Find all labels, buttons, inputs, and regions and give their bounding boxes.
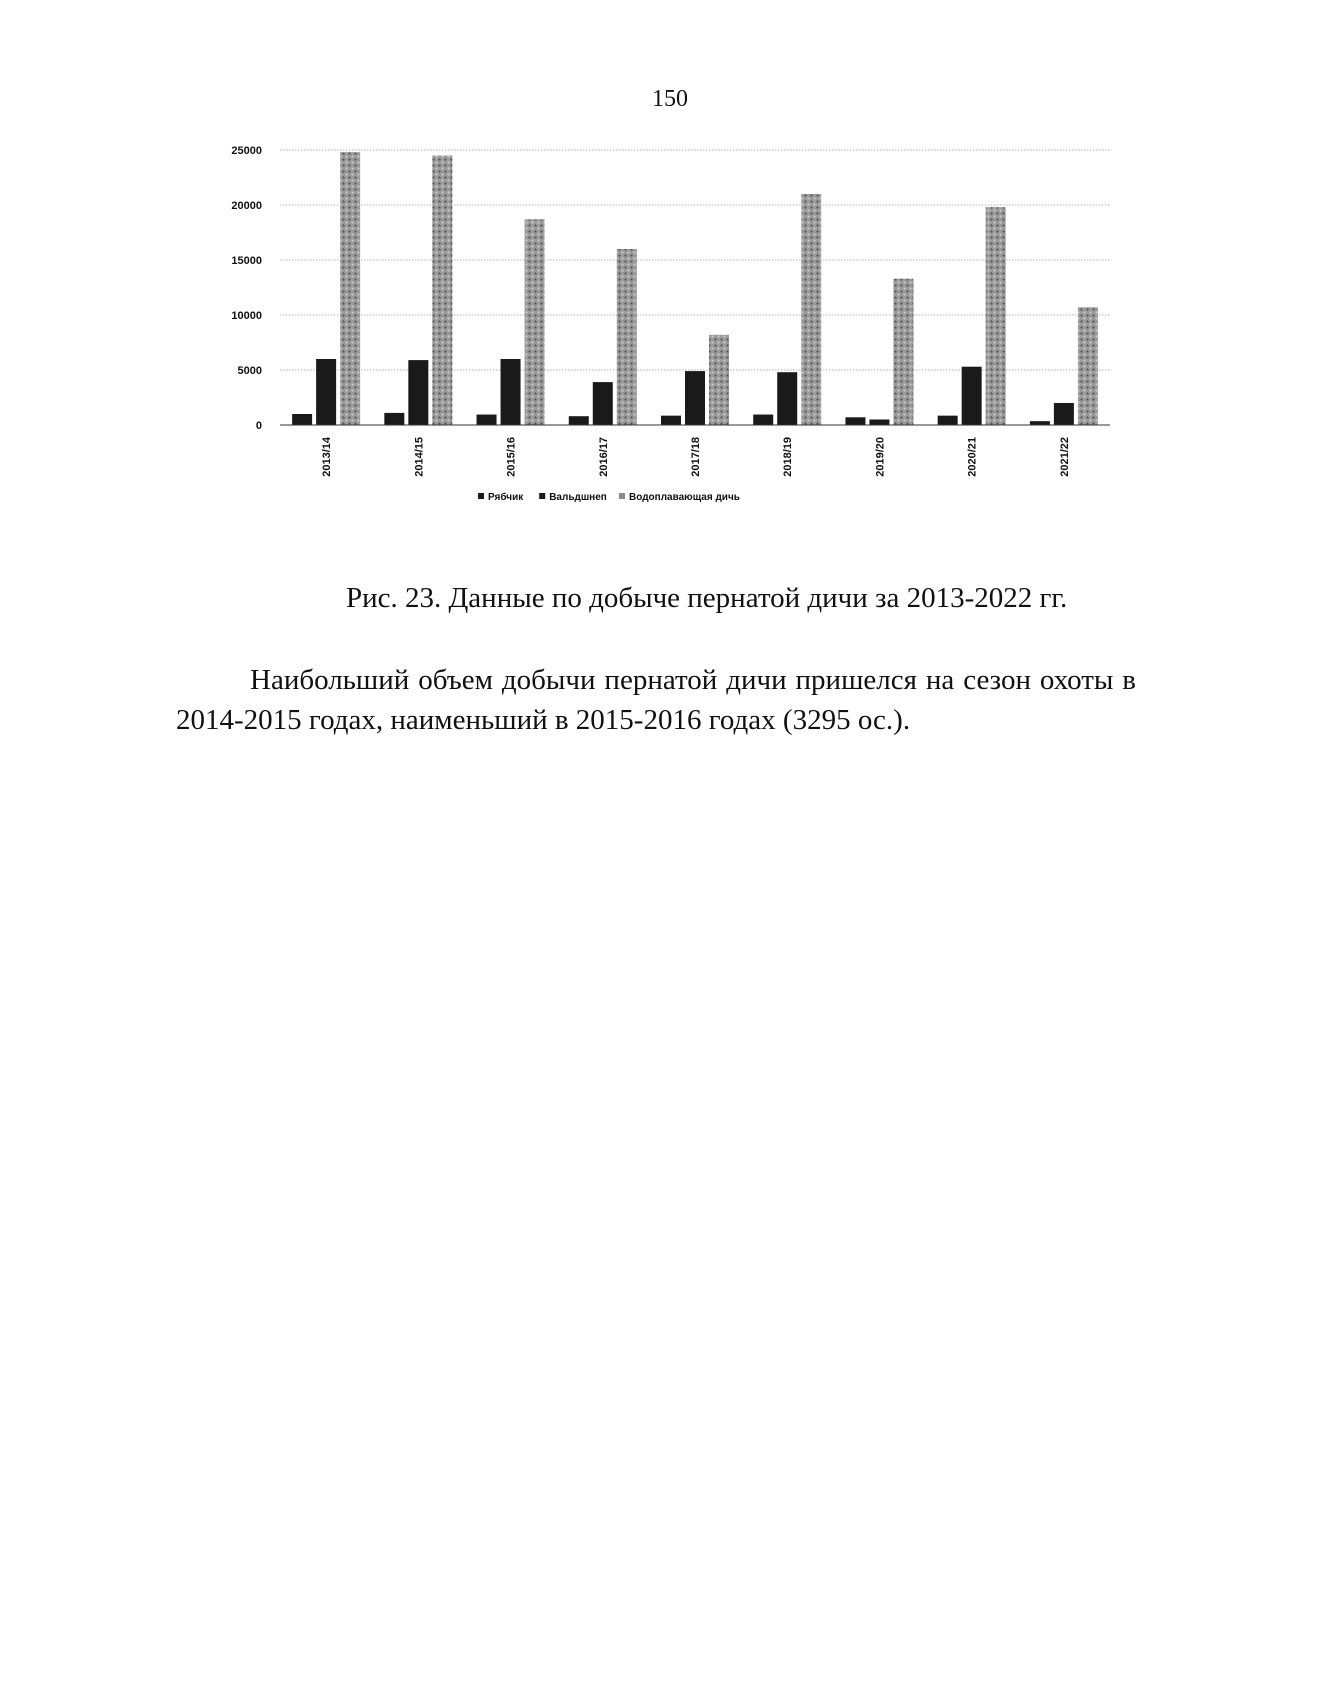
legend-swatch [478, 493, 484, 499]
x-tick-label: 2021/22 [1058, 437, 1071, 477]
y-tick-label: 25000 [231, 145, 262, 157]
bar-рябчик [661, 416, 681, 425]
bar-рябчик [477, 415, 497, 425]
y-tick-label: 20000 [231, 200, 262, 212]
y-tick-label: 10000 [231, 310, 262, 322]
bar-водоплавающая-дичь [709, 335, 729, 425]
bar-вальдшнеп [316, 359, 336, 425]
x-tick-label: 2015/16 [505, 437, 518, 477]
x-tick-label: 2013/14 [321, 437, 334, 477]
x-tick-label: 2019/20 [874, 437, 887, 477]
legend-label: Рябчик [488, 492, 524, 503]
bar-рябчик [753, 415, 773, 425]
bar-водоплавающая-дичь [340, 152, 360, 425]
bar-рябчик [569, 416, 589, 425]
bar-вальдшнеп [685, 371, 705, 425]
bar-chart [231, 140, 1120, 560]
bar-вальдшнеп [962, 367, 982, 425]
legend-label: Вальдшнеп [549, 492, 607, 503]
bar-рябчик [845, 417, 865, 425]
bar-рябчик [1030, 421, 1050, 425]
bar-вальдшнеп [1054, 403, 1074, 425]
y-tick-label: 0 [255, 420, 262, 432]
y-tick-label: 15000 [231, 255, 262, 267]
bar-водоплавающая-дичь [525, 219, 545, 425]
x-tick-label: 2014/15 [413, 437, 426, 477]
legend-swatch [539, 493, 545, 499]
page-number: 150 [652, 86, 688, 112]
figure-caption: Рис. 23. Данные по добыче пернатой дичи за 2013-2022 гг. [346, 582, 1068, 614]
bar-водоплавающая-дичь [893, 279, 913, 425]
bar-рябчик [938, 416, 958, 425]
x-tick-label: 2018/19 [782, 437, 795, 477]
bar-рябчик [384, 413, 404, 425]
bar-вальдшнеп [777, 372, 797, 425]
y-tick-label: 5000 [237, 365, 262, 377]
bar-вальдшнеп [408, 360, 428, 425]
bar-водоплавающая-дичь [617, 249, 637, 425]
x-tick-label: 2016/17 [597, 437, 610, 477]
bar-вальдшнеп [593, 382, 613, 425]
body-paragraph: Наибольший объем добычи пернатой дичи пришелся на сезон охоты в 2014-2015 годах, наименьший в 2015-2016 годах (3295 ос.). [176, 664, 1136, 736]
legend-swatch [619, 493, 625, 499]
bar-водоплавающая-дичь [986, 207, 1006, 425]
bar-рябчик [292, 414, 312, 425]
bar-водоплавающая-дичь [1078, 307, 1098, 425]
bar-вальдшнеп [501, 359, 521, 425]
bar-вальдшнеп [869, 420, 889, 426]
x-tick-label: 2017/18 [690, 437, 702, 477]
bar-водоплавающая-дичь [432, 156, 452, 426]
legend-label: Водоплавающая дичь [629, 492, 740, 503]
x-tick-label: 2020/21 [966, 437, 979, 477]
bar-водоплавающая-дичь [801, 194, 821, 425]
